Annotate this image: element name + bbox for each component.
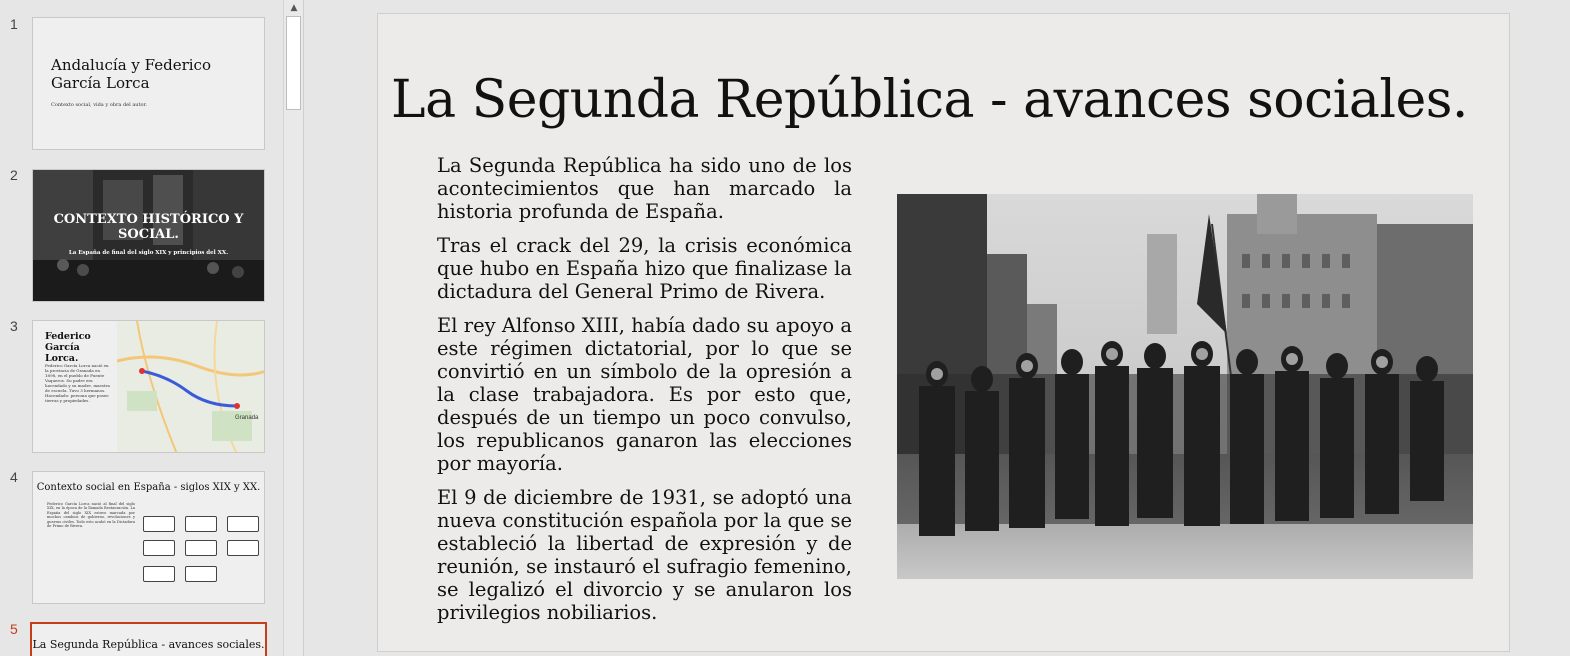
scroll-up-arrow-icon[interactable]: ▲ <box>290 3 298 13</box>
slide-body-text[interactable] <box>437 154 852 635</box>
diagram-box <box>185 566 217 582</box>
slide-thumbnail-2[interactable] <box>32 169 265 302</box>
body-paragraph: El 9 de diciembre de 1931, se adoptó una nueva constitución española por la que se estableció la libertad de expresión y de reunión, se instauró el sufragio femenino, se legalizó el divorcio y se anularon los privilegios nobiliarios. <box>437 486 852 624</box>
scrollbar-thumb[interactable] <box>286 16 301 110</box>
slide-thumbnail-4[interactable] <box>32 471 265 604</box>
diagram-box <box>185 516 217 532</box>
thumbnail-number: 5 <box>10 621 18 637</box>
thumbnail-title: Contexto social en España - siglos XIX y XX. <box>36 482 261 493</box>
diagram-box <box>143 566 175 582</box>
map-image <box>117 321 265 453</box>
thumbnail-text: Federico García Lorca nació al final del siglo XIX, en la época de la llamada Restauración. La España del siglo XIX estuvo marcada por muchos cambios de gobierno, revoluciones y guerras civiles. Todo esto acabó en la Dictadura de Primo de Rivera. <box>47 502 135 529</box>
thumbnail-number: 4 <box>10 469 18 485</box>
thumbnail-title: CONTEXTO HISTÓRICO Y SOCIAL. <box>53 212 244 242</box>
crowd-march-photo <box>897 194 1473 579</box>
thumbnail-text: Federico García Lorca nació en la provincia de Granada en 1898, en el pueblo de Fuente Vaqueros. Su padre era hacendado y su madre, maestra de escuela. Tuvo 3 hermanos. Hacendado: persona que posee tierras y propiedades. <box>45 363 110 403</box>
diagram-box <box>143 540 175 556</box>
slide-title[interactable]: La Segunda República - avances sociales. <box>391 70 1468 130</box>
thumbnail-number: 3 <box>10 318 18 334</box>
thumbnail-title: Andalucía y Federico García Lorca <box>51 56 211 92</box>
thumbnail-number: 2 <box>10 167 18 183</box>
body-paragraph: La Segunda República ha sido uno de los acontecimientos que han marcado la historia profunda de España. <box>437 154 852 223</box>
slide-thumbnail-1[interactable] <box>32 17 265 150</box>
diagram-box <box>185 540 217 556</box>
body-paragraph: El rey Alfonso XIII, había dado su apoyo a este régimen dictatorial, por lo que se convirtió en un símbolo de la opresión a la clase trabajadora. Es por esto que, después de un tiempo un poco convulso, los republicanos ganaron las elecciones por mayoría. <box>437 314 852 475</box>
diagram-box <box>227 516 259 532</box>
historical-photo[interactable] <box>897 194 1473 579</box>
thumbnail-subtitle: La España de final del siglo XIX y principios del XX. <box>68 250 229 256</box>
slide-thumbnails-panel[interactable] <box>0 0 283 656</box>
map-label: Granada <box>235 415 259 421</box>
thumbnail-title: La Segunda República - avances sociales. <box>32 638 265 651</box>
diagram-box <box>227 540 259 556</box>
diagram-box <box>143 516 175 532</box>
thumbnail-title: Federico García Lorca. <box>45 331 91 364</box>
slide-thumbnail-5[interactable] <box>30 622 267 656</box>
thumbnails-scrollbar[interactable] <box>283 0 304 656</box>
thumbnail-subtitle: Contexto social, vida y obra del autor. <box>51 102 147 108</box>
thumbnail-number: 1 <box>10 16 18 32</box>
current-slide[interactable] <box>377 13 1510 652</box>
slide-thumbnail-3[interactable] <box>32 320 265 453</box>
slide-editor-area <box>304 0 1570 656</box>
body-paragraph: Tras el crack del 29, la crisis económica que hubo en España hizo que finalizase la dictadura del General Primo de Rivera. <box>437 234 852 303</box>
